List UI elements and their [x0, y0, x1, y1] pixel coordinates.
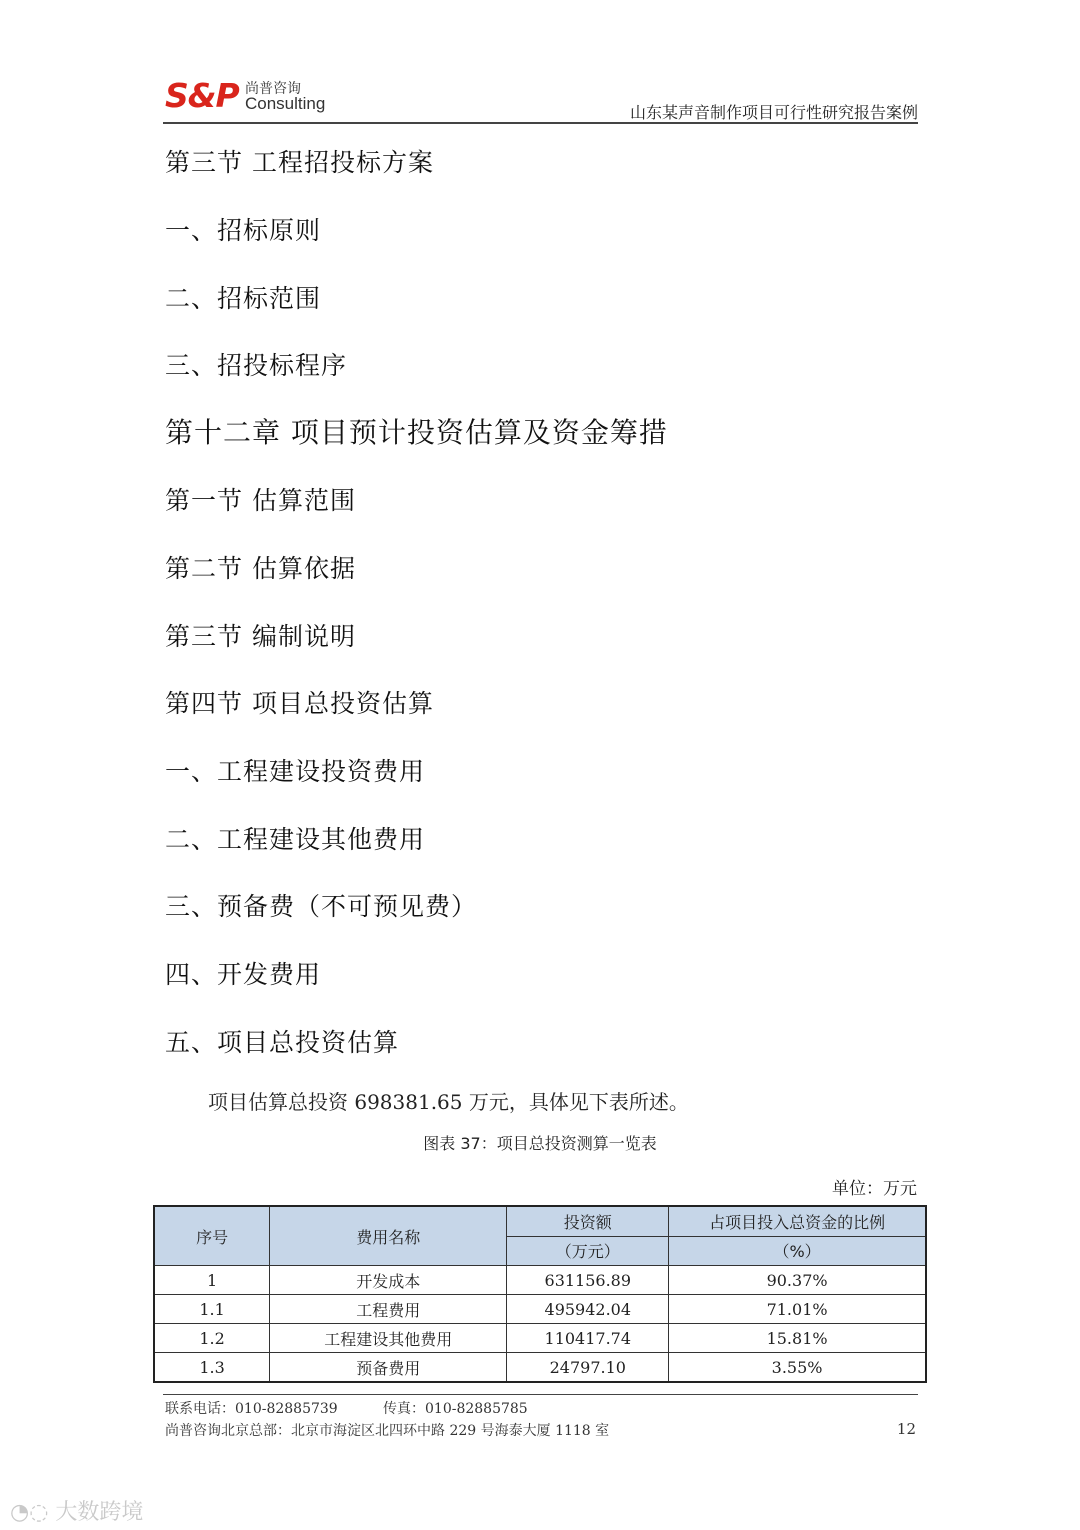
heading-item-5: 五、项目总投资估算: [165, 1028, 400, 1057]
cell-seq: 1.2: [154, 1324, 270, 1353]
header-ratio-unit: （%）: [669, 1236, 926, 1266]
cell-amount: 631156.89: [507, 1266, 669, 1295]
footer-phone: 联系电话：010-82885739: [165, 1401, 338, 1417]
cell-name: 工程费用: [270, 1295, 507, 1324]
cell-ratio: 71.01%: [669, 1295, 926, 1324]
unit-label: 单位：万元: [832, 1179, 917, 1199]
cell-ratio: 90.37%: [669, 1266, 926, 1295]
heading-chapter-12: 第十二章 项目预计投资估算及资金筹措: [165, 416, 668, 449]
cell-ratio: 3.55%: [669, 1353, 926, 1383]
cell-seq: 1: [154, 1266, 270, 1295]
heading-section-1: 第一节 估算范围: [165, 486, 356, 515]
cell-name: 工程建设其他费用: [270, 1324, 507, 1353]
heading-item-2b: 二、工程建设其他费用: [165, 825, 426, 854]
header-amount: 投资额: [507, 1206, 669, 1236]
footer-divider: [163, 1394, 918, 1395]
table-row: [154, 1353, 926, 1383]
footer-fax: 传真：010-82885785: [383, 1401, 528, 1417]
logo-mark: S&P: [165, 76, 239, 115]
header-name: 费用名称: [270, 1206, 507, 1266]
cell-amount: 110417.74: [507, 1324, 669, 1353]
table-header-row: [154, 1206, 926, 1236]
cell-ratio: 15.81%: [669, 1324, 926, 1353]
heading-section-4: 第四节 项目总投资估算: [165, 689, 434, 718]
heading-item-1b: 一、工程建设投资费用: [165, 757, 426, 786]
cell-name: 开发成本: [270, 1266, 507, 1295]
page-number: 12: [896, 1420, 916, 1438]
heading-item-3: 三、招投标程序: [165, 351, 348, 380]
heading-section-2: 第二节 估算依据: [165, 554, 356, 583]
body-paragraph: 项目估算总投资 698381.65 万元，具体见下表所述。: [208, 1090, 689, 1114]
watermark: [10, 1495, 143, 1526]
watermark-icon: ◔◌: [10, 1500, 56, 1525]
footer-address: 尚普咨询北京总部：北京市海淀区北四环中路 229 号海泰大厦 1118 室: [165, 1423, 610, 1439]
table-row: [154, 1266, 926, 1295]
logo-english-name: Consulting: [245, 94, 326, 113]
heading-section-3b: 第三节 编制说明: [165, 622, 356, 651]
document-title: 山东某声音制作项目可行性研究报告案例: [629, 103, 918, 122]
logo-chinese-name: 尚普咨询: [245, 81, 301, 97]
cell-amount: 24797.10: [507, 1353, 669, 1383]
header-divider: [163, 122, 918, 124]
heading-item-1: 一、招标原则: [165, 216, 322, 245]
table-row: [154, 1295, 926, 1324]
heading-item-2: 二、招标范围: [165, 284, 322, 313]
cell-seq: 1.3: [154, 1353, 270, 1383]
cell-seq: 1.1: [154, 1295, 270, 1324]
table-row: [154, 1324, 926, 1353]
heading-item-4: 四、开发费用: [165, 960, 322, 989]
header-seq: 序号: [154, 1206, 270, 1266]
heading-item-3b: 三、预备费（不可预见费）: [165, 892, 478, 921]
cell-name: 预备费用: [270, 1353, 507, 1383]
watermark-text: 大数跨境: [55, 1500, 144, 1525]
header-amount-unit: （万元）: [507, 1236, 669, 1266]
table-caption: 图表 37：项目总投资测算一览表: [423, 1134, 657, 1153]
cell-amount: 495942.04: [507, 1295, 669, 1324]
header-ratio: 占项目投入总资金的比例: [669, 1206, 926, 1236]
investment-table: [153, 1205, 927, 1383]
heading-section-3: 第三节 工程招投标方案: [165, 148, 434, 177]
